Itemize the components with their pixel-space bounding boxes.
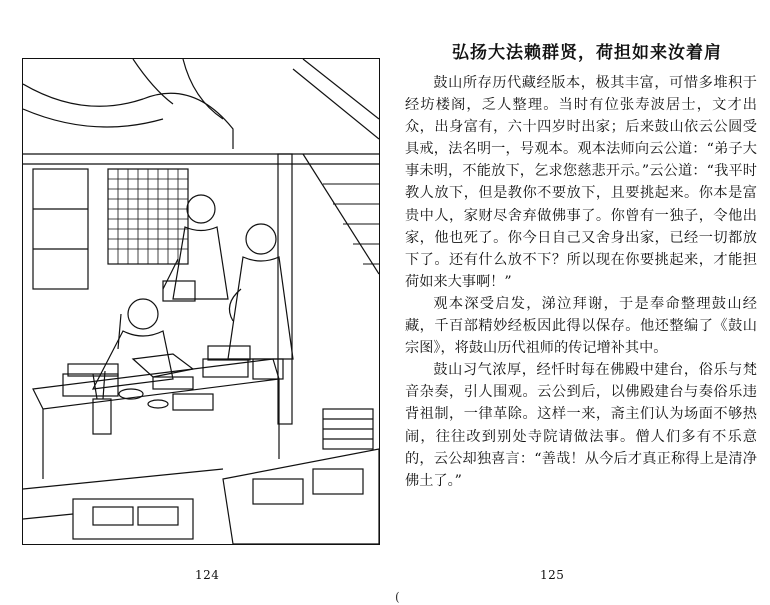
- monks-sorting-scriptures-drawing: [23, 59, 379, 544]
- paragraph: 鼓山所存历代藏经版本，极其丰富，可惜多堆积于经坊楼阁，乏人整理。当时有位张寿波居士，文才出众，出身富有，六十四岁时出家；后来鼓山依云公圆受具戒，法名明一，号观本。观本法师向云公道：“弟子大事未明，不能放下，乞求您慈悲开示。”云公道：“我平时教人放下，但是教你不要放下，且要挑起来。你本是富贵中人，家财尽舍弃做佛事了。你曾有一独子，令他出家，他也死了。你今日自己又舍身出家，已经一切都放下了。还有什么放不下？所以现在你要挑起来，才能担荷如来大事啊！”: [405, 75, 757, 290]
- page-number-right: 125: [540, 568, 565, 582]
- right-page: [390, 0, 770, 605]
- paragraph: 鼓山习气浓厚，经忏时每在佛殿中建台，俗乐与梵音杂奏，引人围观。云公到后，以佛殿建台与奏俗乐违背祖制，一律革除。这样一来，斋主们认为场面不够热闹，往往改到别处寺院请做法事。僧人们多有不乐意的，云公却独喜言：“善哉！从今后才真正称得上是清净佛土了。”: [405, 362, 757, 489]
- paragraph: 观本深受启发，涕泣拜谢，于是奉命整理鼓山经藏，千百部精妙经板因此得以保存。他还整编了《鼓山宗图》，将鼓山历代祖师的传记增补其中。: [405, 295, 757, 357]
- illustration: [22, 58, 380, 545]
- body-text: [405, 72, 757, 492]
- page-number-left: 124: [195, 568, 220, 582]
- chapter-title: 弘扬大法赖群贤，荷担如来汝着肩: [452, 43, 722, 63]
- bottom-mark: (: [395, 590, 400, 604]
